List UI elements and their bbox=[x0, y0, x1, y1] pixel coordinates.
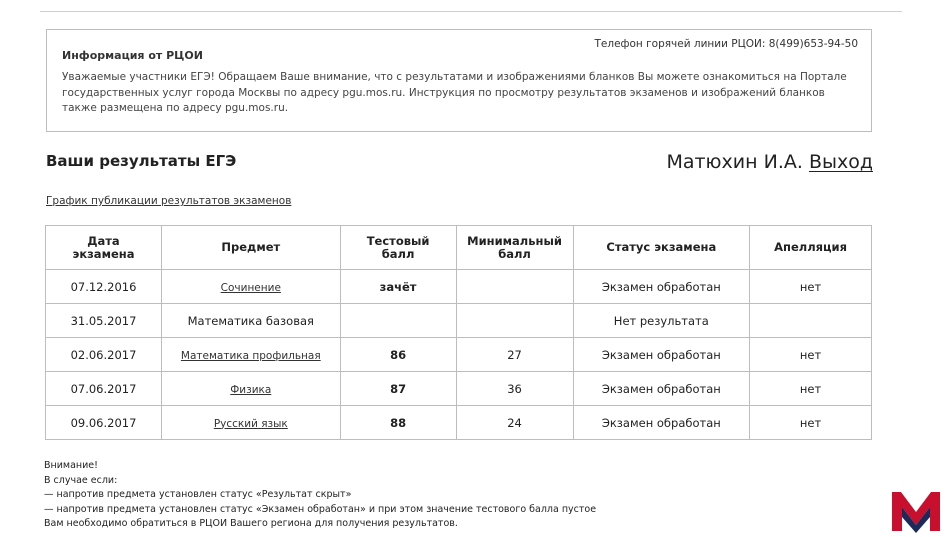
header-status: Статус экзамена bbox=[573, 226, 750, 270]
header-min-score: Минимальный балл bbox=[456, 226, 573, 270]
table-row bbox=[46, 406, 872, 440]
subject-link[interactable]: Физика bbox=[230, 383, 272, 396]
cell-score bbox=[340, 304, 456, 338]
header-date: Дата экзамена bbox=[46, 226, 162, 270]
cell-subject: Математика базовая bbox=[161, 304, 340, 338]
hotline-phone: Телефон горячей линии РЦОИ: 8(499)653-94-50 bbox=[594, 38, 858, 50]
header-subject: Предмет bbox=[161, 226, 340, 270]
user-name: Матюхин И.А. bbox=[666, 151, 803, 173]
notice-block bbox=[44, 459, 596, 532]
cell-status: Экзамен обработан bbox=[573, 406, 750, 440]
cell-subject bbox=[161, 338, 340, 372]
cell-status: Экзамен обработан bbox=[573, 270, 750, 304]
cell-date: 07.12.2016 bbox=[46, 270, 162, 304]
cell-appeal: нет bbox=[750, 338, 872, 372]
cell-status: Экзамен обработан bbox=[573, 372, 750, 406]
notice-line: В случае если: bbox=[44, 474, 118, 486]
logout-link[interactable]: Выход bbox=[808, 151, 873, 173]
subject-link[interactable]: Математика профильная bbox=[180, 349, 321, 362]
cell-appeal bbox=[750, 304, 872, 338]
notice-line: — напротив предмета установлен статус «Экзамен обработан» и при этом значение тестового балла пустое bbox=[44, 503, 597, 515]
cell-min-score: 27 bbox=[456, 338, 573, 372]
m-logo-icon bbox=[890, 489, 942, 533]
cell-score: зачёт bbox=[340, 270, 456, 304]
cell-min-score: 24 bbox=[456, 406, 573, 440]
cell-subject bbox=[161, 270, 340, 304]
header-appeal: Апелляция bbox=[750, 226, 872, 270]
schedule-link[interactable]: График публикации результатов экзаменов bbox=[46, 195, 292, 207]
table-row bbox=[46, 270, 872, 304]
info-text: Уважаемые участники ЕГЭ! Обращаем Ваше внимание, что с результатами и изображениями бланков Вы можете ознакомиться на Портале государственных услуг города Москвы по адресу pgu.mos.ru. Инструкция по просмотру результатов экзаменов и изображений бланков также размещена по адресу pgu.mos.ru. bbox=[62, 71, 847, 114]
subject-link[interactable]: Сочинение bbox=[220, 281, 281, 294]
cell-date: 09.06.2017 bbox=[46, 406, 162, 440]
top-divider bbox=[40, 11, 902, 12]
cell-min-score: 36 bbox=[456, 372, 573, 406]
table-row bbox=[46, 304, 872, 338]
table-row bbox=[46, 372, 872, 406]
user-block bbox=[666, 151, 873, 173]
cell-score: 86 bbox=[340, 338, 456, 372]
cell-subject bbox=[161, 406, 340, 440]
table-row bbox=[46, 338, 872, 372]
cell-appeal: нет bbox=[750, 372, 872, 406]
cell-appeal: нет bbox=[750, 270, 872, 304]
header-score: Тестовый балл bbox=[340, 226, 456, 270]
info-title: Информация от РЦОИ bbox=[62, 49, 203, 62]
table-header-row bbox=[46, 226, 872, 270]
page-title: Ваши результаты ЕГЭ bbox=[46, 152, 237, 170]
cell-status: Экзамен обработан bbox=[573, 338, 750, 372]
cell-score: 88 bbox=[340, 406, 456, 440]
results-table bbox=[45, 225, 872, 440]
notice-line: Внимание! bbox=[44, 460, 98, 471]
cell-date: 31.05.2017 bbox=[46, 304, 162, 338]
cell-score: 87 bbox=[340, 372, 456, 406]
cell-min-score bbox=[456, 304, 573, 338]
notice-line: — напротив предмета установлен статус «Результат скрыт» bbox=[44, 489, 352, 501]
subject-link[interactable]: Русский язык bbox=[213, 417, 288, 430]
notice-line: Вам необходимо обратиться в РЦОИ Вашего региона для получения результатов. bbox=[44, 518, 458, 530]
cell-appeal: нет bbox=[750, 406, 872, 440]
cell-subject bbox=[161, 372, 340, 406]
info-panel bbox=[46, 29, 872, 132]
cell-date: 07.06.2017 bbox=[46, 372, 162, 406]
cell-date: 02.06.2017 bbox=[46, 338, 162, 372]
cell-min-score bbox=[456, 270, 573, 304]
cell-status: Нет результата bbox=[573, 304, 750, 338]
